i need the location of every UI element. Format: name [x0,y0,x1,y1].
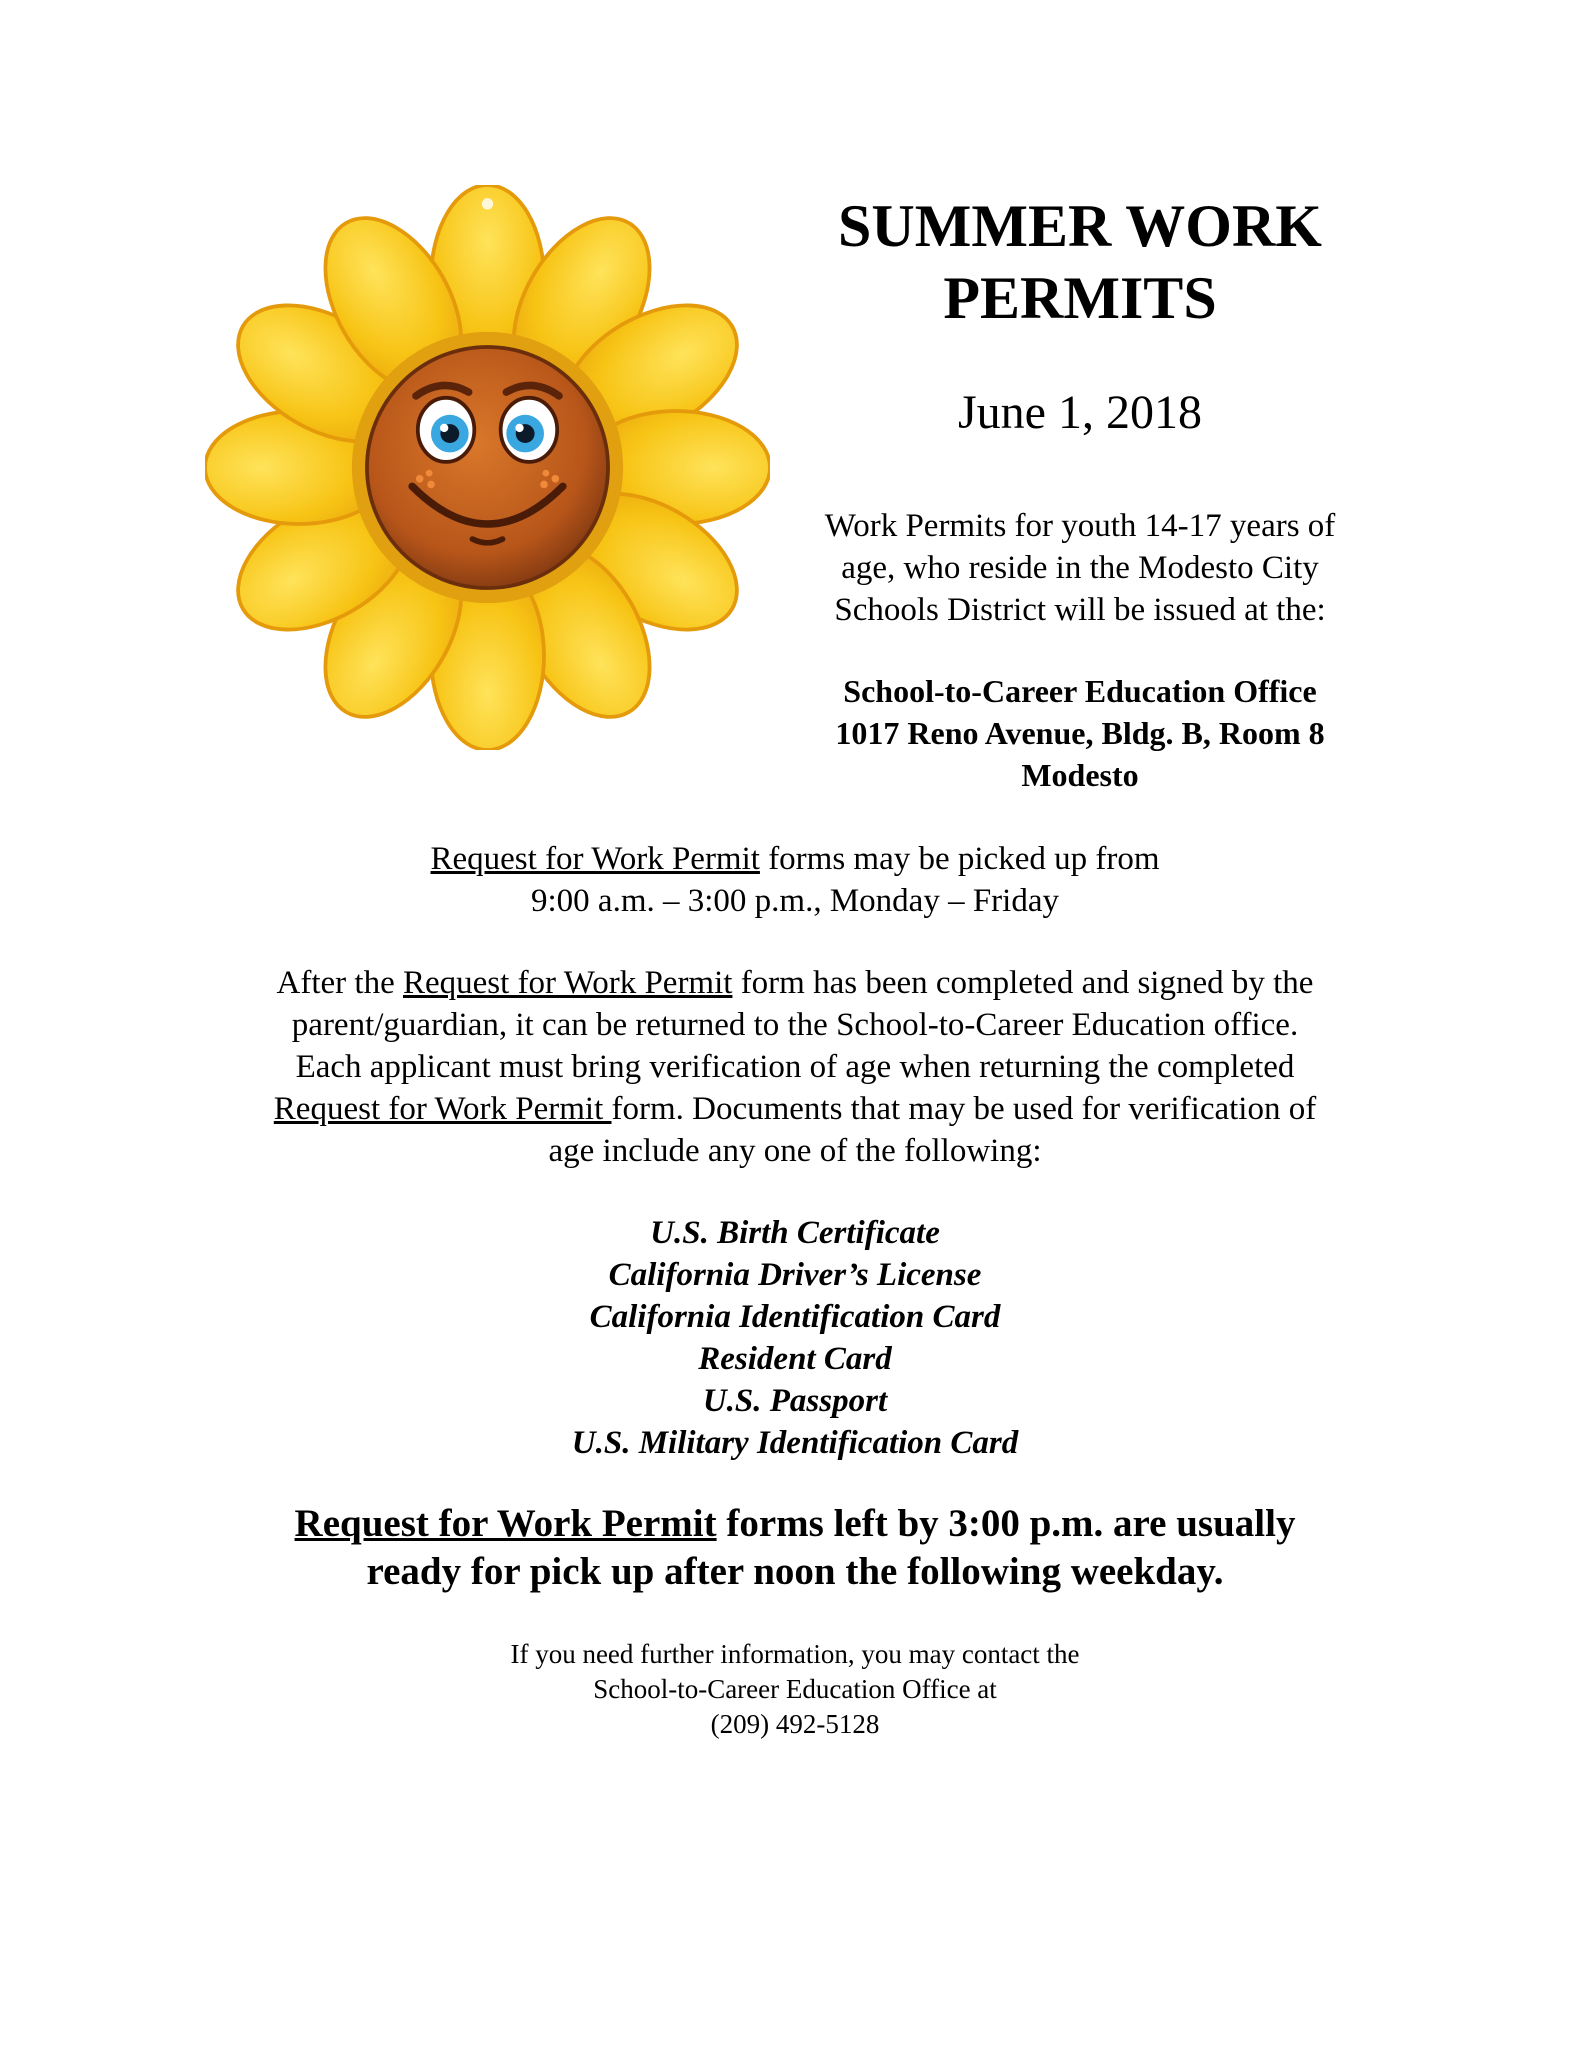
issue-date: June 1, 2018 [958,386,1202,439]
intro-line-3: Schools District will be issued at the: [834,592,1326,628]
list-item: U.S. Passport [702,1383,888,1419]
list-item: Resident Card [698,1341,892,1377]
list-item: U.S. Birth Certificate [650,1215,940,1251]
contact-phone: (209) 492-5128 [710,1709,880,1739]
left-eye [418,398,475,462]
return-instructions [200,962,1390,1172]
smiling-sunflower-icon [205,185,770,750]
after-line-4-post: form. Documents that may be used for verification of [611,1091,1317,1127]
processing-notice [200,1500,1390,1596]
notice-line-1-text: forms left by 3:00 p.m. are usually [716,1502,1296,1545]
after-line-4 [200,1088,1390,1130]
after-line-1-pre: After the [276,965,403,1001]
office-name: School-to-Career Education Office [843,673,1317,709]
right-eye [501,398,558,462]
document-list [200,1212,1390,1464]
after-line-1-post: form has been completed and signed by the [732,965,1314,1001]
office-address [790,670,1370,796]
notice-line-2: ready for pick up after noon the following weekday. [366,1550,1224,1593]
intro-line-1: Work Permits for youth 14-17 years of [824,508,1336,544]
page-title [790,190,1370,334]
hours-line-1 [200,838,1390,880]
notice-line-1 [200,1500,1390,1548]
title-line-1: SUMMER WORK [838,193,1322,259]
after-line-1 [200,962,1390,1004]
form-name: Request for Work Permit [430,841,760,877]
contact-info [200,1637,1390,1742]
hours-line-2: 9:00 a.m. – 3:00 p.m., Monday – Friday [531,883,1059,919]
contact-line-2: School-to-Career Education Office at [593,1674,997,1704]
flower-face [367,347,608,588]
list-item: California Driver’s License [608,1257,982,1293]
office-street: 1017 Reno Avenue, Bldg. B, Room 8 [835,715,1325,751]
after-line-3: Each applicant must bring verification of age when returning the completed [295,1049,1295,1085]
intro-paragraph [790,505,1370,631]
pickup-hours [200,838,1390,922]
title-line-2: PERMITS [943,265,1217,331]
list-item: U.S. Military Identification Card [571,1425,1019,1461]
form-name: Request for Work Permit [403,965,733,1001]
hours-line-1-text: forms may be picked up from [759,841,1160,877]
list-item: California Identification Card [589,1299,1001,1335]
form-name: Request for Work Permit [294,1502,717,1545]
form-name: Request for Work Permit [273,1091,612,1127]
contact-line-1: If you need further information, you may contact the [510,1639,1080,1669]
after-line-5: age include any one of the following: [548,1133,1042,1169]
after-line-2: parent/guardian, it can be returned to the School-to-Career Education office. [291,1007,1299,1043]
office-city: Modesto [1021,757,1139,793]
intro-line-2: age, who reside in the Modesto City [841,550,1319,586]
